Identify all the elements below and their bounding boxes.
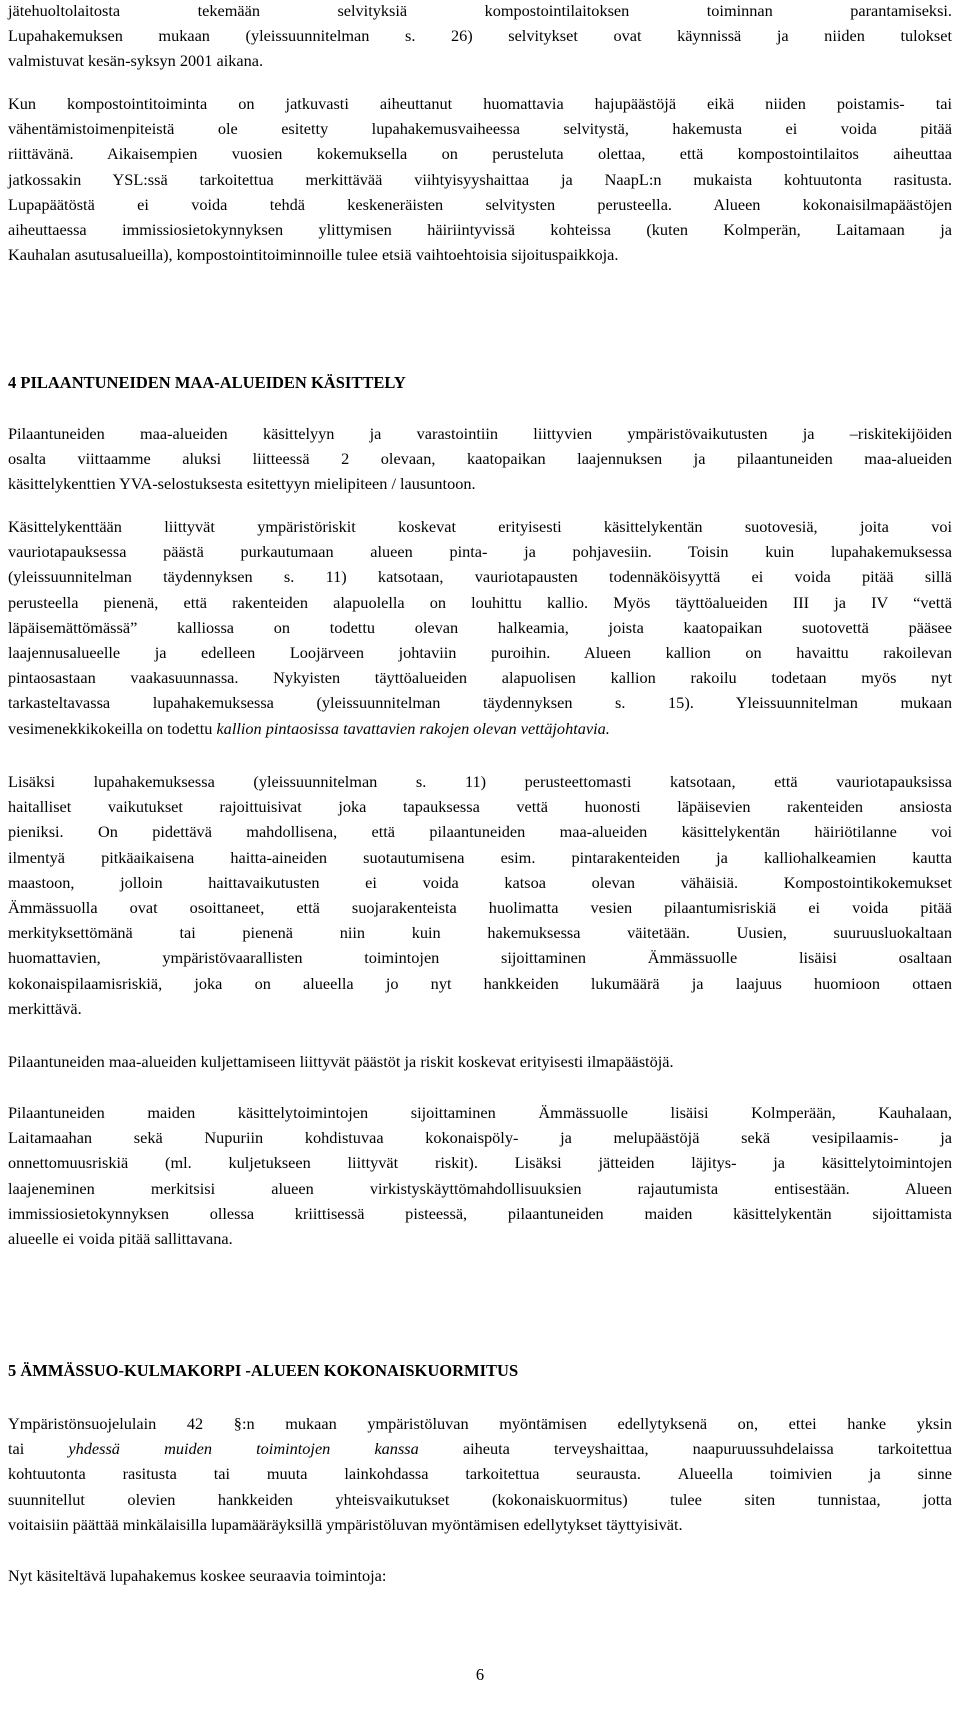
text-line: jatkossakin YSL:ssä tarkoitettua merkittävää viihtyisyyshaittaa ja NaapL:n mukaista kohtuutonta rasitusta. [8, 169, 952, 189]
text-line: suunnitellut olevien hankkeiden yhteisvaikutukset (kokonaiskuormitus) tulee siten tunnistaa, jotta [8, 1489, 952, 1509]
text-line: ilmentyä pitkäaikaisena haitta-aineiden suotautumisena esim. pintarakenteiden ja kalliohalkeamien kautta [8, 847, 952, 867]
text-line: Käsittelykenttään liittyvät ympäristöriskit koskevat erityisesti käsittelykentän suotovesiä, joita voi [8, 517, 952, 536]
text-line: onnettomuusriskiä (ml. kuljetukseen liittyvät riskit). Lisäksi jätteiden läjitys- ja käsittelytoimintojen [8, 1153, 952, 1173]
paragraph-s4-4 [8, 1049, 952, 1074]
text-line: jätehuoltolaitosta tekemään selvityksiä kompostointilaitoksen toiminnan parantamiseksi. [8, 1, 952, 20]
text-line: osalta viittaamme aluksi liitteessä 2 olevaan, kaatopaikan laajennuksen ja pilaantuneiden maa-alueiden [8, 449, 952, 469]
section-5-heading: 5 ÄMMÄSSUO-KULMAKORPI -ALUEEN KOKONAISKUORMITUS [8, 1361, 519, 1380]
paragraph-s4-2 [8, 514, 952, 741]
text-line: käsittelykenttien YVA-selostuksesta esitettyyn mielipiteen / lausuntoon. [8, 474, 476, 494]
text-line: kokonaispilaamisriskiä, joka on alueella jo nyt hankkeiden lukumäärä ja laajuus huomioon ottaen [8, 973, 952, 993]
text-line [8, 716, 952, 741]
text-line: valmistuvat kesän-syksyn 2001 aikana. [8, 51, 264, 71]
text-run: aiheuta terveyshaittaa, naapuruussuhdelaissa tarkoitettua [418, 1439, 952, 1459]
text-line: Kun kompostointitoiminta on jatkuvasti aiheuttanut huomattavia hajupäästöjä eikä niiden poistamis- tai [8, 94, 952, 113]
text-line: aiheuttaessa immissiosietokynnyksen ylittymisen häiriintyvissä kohteissa (kuten Kolmperän, Laitamaan ja [8, 220, 952, 240]
text-line: merkityksettömänä tai pienenä niin kuin hakemuksessa väitetään. Uusien, suuruusluokaltaan [8, 923, 952, 943]
text-line: Nyt käsiteltävä lupahakemus koskee seuraavia toimintoja: [8, 1566, 387, 1585]
paragraph-s5-2 [8, 1563, 952, 1588]
text-line: (yleissuunnitelman täydennyksen s. 11) katsotaan, vauriotapausten todennäköisyyttä ei voida pitää sillä [8, 567, 952, 587]
text-line: Lisäksi lupahakemuksessa (yleissuunnitelman s. 11) perusteettomasti katsotaan, että vauriotapauksissa [8, 772, 952, 791]
text-line: vähentämistoimenpiteistä ole esitetty lupahakemusvaiheessa selvitystä, hakemusta ei voida pitää [8, 119, 952, 139]
text-line: Kauhalan asutusalueilla), kompostointitoiminnoille tulee etsiä vaihtoehtoisia sijoituspaikkoja. [8, 245, 619, 265]
text-line: immissiosietokynnyksen ollessa kriittisessä pisteessä, pilaantuneiden maiden käsittelykentän sijoittamista [8, 1203, 952, 1223]
text-line: maastoon, jolloin haittavaikutusten ei voida katsoa olevan vähäisiä. Kompostointikokemukset [8, 872, 952, 892]
text-line: haitalliset vaikutukset rajoittuisivat joka tapauksessa vettä huonosti läpäisevien rakenteiden ansiosta [8, 797, 952, 817]
text-line: laajennusalueelle ja edelleen Loojärveen johtaviin puroihin. Alueen kallion on havaittu rakoilevan [8, 643, 952, 663]
text-line: Lupahakemuksen mukaan (yleissuunnitelman s. 26) selvitykset ovat käynnissä ja niiden tulokset [8, 26, 952, 46]
text-line: voitaisiin päättää minkälaisilla lupamääräyksillä ympäristöluvan myöntämisen edellytykset täyttyisivät. [8, 1514, 683, 1534]
paragraph-s4-5 [8, 1100, 952, 1251]
text-line: huomattavien, ympäristövaarallisten toimintojen sijoittaminen Ämmässuolle lisäisi osaltaan [8, 948, 952, 968]
text-line: läpäisemättömässä” kalliossa on todettu olevan halkeamia, joista kaatopaikan suotovettä pääsee [8, 617, 952, 637]
paragraph-s4-1 [8, 421, 952, 497]
text-line: Ämmässuolla ovat osoittaneet, että suojarakenteista huolimatta vesien pilaantumisriskiä ei voida pitää [8, 898, 952, 918]
text-line: pieniksi. On pidettävä mahdollisena, että pilaantuneiden maa-alueiden käsittelykentän häiriötilanne voi [8, 822, 952, 842]
text-line: Ympäristönsuojelulain 42 §:n mukaan ympäristöluvan myöntämisen edellytyksenä on, ettei hanke yksin [8, 1414, 952, 1433]
text-line: vauriotapauksessa päästä purkautumaan alueen pinta- ja pohjavesiin. Toisin kuin lupahakemuksessa [8, 542, 952, 562]
text-run: vesimenekkikokeilla on todettu [8, 718, 217, 738]
paragraph-intro [8, 0, 952, 74]
text-line: kohtuutonta rasitusta tai muuta lainkohdassa tarkoitettua seuraustа. Alueella toimivien ja sinne [8, 1464, 952, 1484]
paragraph-s5-1 [8, 1411, 952, 1537]
text-line: Pilaantuneiden maa-alueiden kuljettamiseen liittyvät päästöt ja riskit koskevat erityisesti ilmapäästöjä. [8, 1052, 674, 1071]
section-4-heading: 4 PILAANTUNEIDEN MAA-ALUEIDEN KÄSITTELY [8, 373, 406, 392]
page-number: 6 [475, 1665, 485, 1684]
text-line: Lupapäätöstä ei voida tehdä keskeneräisten selvitysten perusteella. Alueen kokonaisilmapäästöjen [8, 194, 952, 214]
text-line: merkittävä. [8, 998, 82, 1018]
text-line: pintaosastaan vaakasuunnassa. Nykyisten täyttöalueiden alapuolisen kallion rakoilu todetaan myös nyt [8, 668, 952, 688]
italic-text-run: yhdessä muiden toimintojen kanssa [68, 1439, 419, 1459]
paragraph-composting [8, 91, 952, 267]
text-run: tai [8, 1439, 69, 1459]
text-line: Pilaantuneiden maa-alueiden käsittelyyn ja varastointiin liittyvien ympäristövaikutusten ja –riskitekijöiden [8, 424, 952, 443]
text-line: perusteella pienenä, että rakenteiden alapuolella on louhittu kallio. Myös täyttöalueiden III ja IV “vettä [8, 592, 952, 612]
text-line: riittävänä. Aikaisempien vuosien kokemuksella on perusteluta olettaa, että kompostointilaitos aiheuttaa [8, 144, 952, 164]
text-line: Laitamaahan sekä Nupuriin kohdistuvaa kokonaispöly- ja melupäästöjä sekä vesipilaamis- ja [8, 1128, 952, 1148]
text-line: laajeneminen merkitsisi alueen virkistyskäyttömahdollisuuksien rajautumista entisestään. Alueen [8, 1178, 952, 1198]
italic-text-run: kallion pintaosissa tavattavien rakojen olevan vettäjohtavia. [216, 718, 610, 738]
text-line: Pilaantuneiden maiden käsittelytoimintojen sijoittaminen Ämmässuolle lisäisi Kolmperään, Kauhalaan, [8, 1103, 952, 1122]
text-line: alueelle ei voida pitää sallittavana. [8, 1229, 233, 1249]
text-line [8, 1436, 952, 1461]
text-line: tarkasteltavassa lupahakemuksessa (yleissuunnitelman täydennyksen s. 15). Yleissuunnitelman mukaan [8, 693, 952, 713]
paragraph-s4-3 [8, 769, 952, 1021]
